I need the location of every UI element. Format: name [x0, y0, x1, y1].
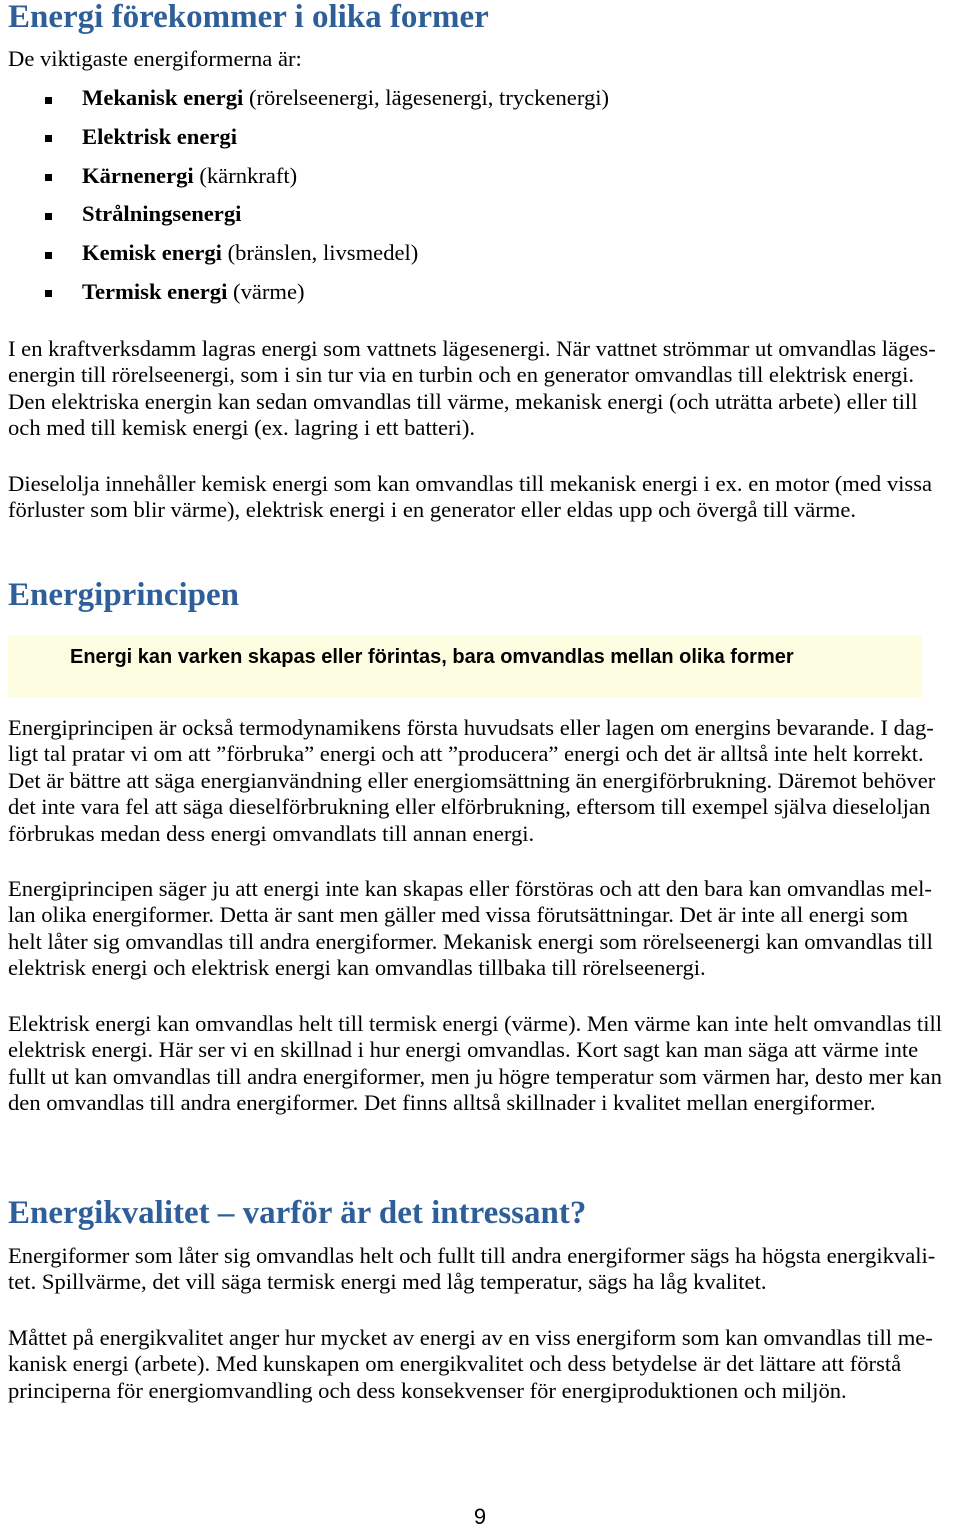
text-line: det inte vara fel att säga dieselförbrukning eller elförbrukning, eftersom till exempel själva dieseloljan	[8, 794, 931, 820]
callout-text: Energi kan varken skapas eller förintas, bara omvandlas mellan olika former	[70, 646, 794, 668]
text-line: ligt tal pratar vi om att ”förbruka” energi och att ”producera” energi och det är alltså inte helt korrekt.	[8, 741, 924, 767]
list-item-term: Elektrisk energi	[82, 123, 238, 149]
text-line: fullt ut kan omvandlas till andra energiformer, men ju högre temperatur som värmen har, desto mer kan	[8, 1063, 942, 1089]
list-item-text	[82, 279, 305, 305]
list-item-term: Kemisk energi	[82, 240, 222, 266]
callout-box	[8, 635, 922, 697]
list-item	[0, 124, 960, 163]
list-item-text	[82, 124, 237, 150]
list-item	[0, 201, 960, 240]
list-item-detail: (bränslen, livsmedel)	[227, 240, 419, 266]
text-line: principerna för energiomvandling och dess konsekvenser för energiproduktionen och miljön.	[8, 1377, 847, 1403]
list-item-term: Mekanisk energi	[82, 85, 244, 110]
paragraph	[8, 1243, 935, 1296]
square-bullet-icon	[45, 174, 52, 181]
paragraph	[8, 715, 935, 847]
square-bullet-icon	[45, 290, 52, 297]
list-item	[0, 163, 960, 202]
list-item-text	[82, 240, 418, 266]
section-heading-energy-forms: Energi förekommer i olika former	[8, 0, 489, 35]
text-line: Dieselolja innehåller kemisk energi som kan omvandlas till mekanisk energi i ex. en motor (med vissa	[8, 471, 933, 496]
paragraph	[8, 471, 932, 524]
list-item	[0, 279, 960, 318]
energy-forms-list	[0, 85, 960, 318]
text-line: Det är bättre att säga energianvändning eller energiomsättning än energiförbrukning. Däremot behöver	[8, 767, 936, 793]
text-line: tet. Spillvärme, det vill säga termisk energi med låg temperatur, sägs ha låg kvalitet.	[8, 1269, 767, 1295]
text-line: Måttet på energikvalitet anger hur mycket av energi av en viss energiform som kan omvandlas till me-	[8, 1325, 933, 1350]
text-line: elektrisk energi och elektrisk energi kan omvandlas tillbaka till rörelseenergi.	[8, 955, 706, 981]
list-item-detail: (värme)	[233, 278, 305, 304]
list-item-term: Kärnenergi	[82, 162, 194, 188]
paragraph	[8, 876, 933, 982]
text-line: den omvandlas till andra energiformer. Det finns alltså skillnader i kvalitet mellan energiformer.	[8, 1090, 876, 1116]
text-line: Energiformer som låter sig omvandlas helt och fullt till andra energiformer sägs ha högsta energikvali-	[8, 1243, 936, 1268]
section-heading-energy-principle: Energiprincipen	[8, 577, 240, 613]
paragraph	[8, 1011, 942, 1117]
text-line: helt låter sig omvandlas till andra energiformer. Mekanisk energi som rörelseenergi kan omvandlas till	[8, 928, 933, 954]
list-item-term: Termisk energi	[82, 278, 228, 304]
text-line: Den elektriska energin kan sedan omvandlas till värme, mekanisk energi (och uträtta arbete) eller till	[8, 388, 918, 414]
text-line: och med till kemisk energi (ex. lagring i ett batteri).	[8, 415, 476, 441]
text-line: Energiprincipen är också termodynamikens första huvudsats eller lagen om energins bevarande. I dag-	[8, 715, 934, 740]
list-item	[0, 85, 960, 124]
list-item-text	[82, 163, 297, 189]
list-item-detail: (kärnkraft)	[199, 162, 298, 188]
text-line: förluster som blir värme), elektrisk energi i en generator eller eldas upp och övergå till värme.	[8, 497, 857, 523]
square-bullet-icon	[45, 135, 52, 142]
list-item	[0, 240, 960, 279]
text-line: I en kraftverksdamm lagras energi som vattnets lägesenergi. När vattnet strömmar ut omvandlas läges-	[8, 336, 936, 361]
page-number: 9	[473, 1504, 487, 1529]
intro-text: De viktigaste energiformerna är:	[8, 46, 302, 71]
list-item-text	[82, 85, 609, 111]
square-bullet-icon	[45, 213, 52, 220]
paragraph	[8, 336, 936, 442]
text-line: kanisk energi (arbete). Med kunskapen om energikvalitet och dess betydelse är det lättare att förstå	[8, 1351, 902, 1377]
list-item-text	[82, 201, 241, 227]
text-line: lan olika energiformer. Detta är sant men gäller med vissa förutsättningar. Det är inte all energi som	[8, 902, 909, 928]
text-line: energin till rörelseenergi, som i sin tur via en turbin och en generator omvandlas till elektrisk energi.	[8, 362, 915, 388]
section-heading-energy-quality: Energikvalitet – varför är det intressant?	[8, 1195, 587, 1231]
text-line: förbrukas medan dess energi omvandlats till annan energi.	[8, 820, 535, 846]
text-line: Energiprincipen säger ju att energi inte kan skapas eller förstöras och att den bara kan omvandlas mel-	[8, 876, 932, 901]
square-bullet-icon	[45, 97, 52, 104]
text-line: Elektrisk energi kan omvandlas helt till termisk energi (värme). Men värme kan inte helt omvandlas till	[8, 1011, 943, 1036]
list-item-detail: (rörelseenergi, lägesenergi, tryckenergi)	[248, 85, 610, 110]
square-bullet-icon	[45, 252, 52, 259]
paragraph	[8, 1325, 933, 1404]
text-line: elektrisk energi. Här ser vi en skillnad i hur energi omvandlas. Kort sagt kan man säga att värme inte	[8, 1037, 919, 1063]
list-item-term: Strålningsenergi	[82, 201, 242, 227]
